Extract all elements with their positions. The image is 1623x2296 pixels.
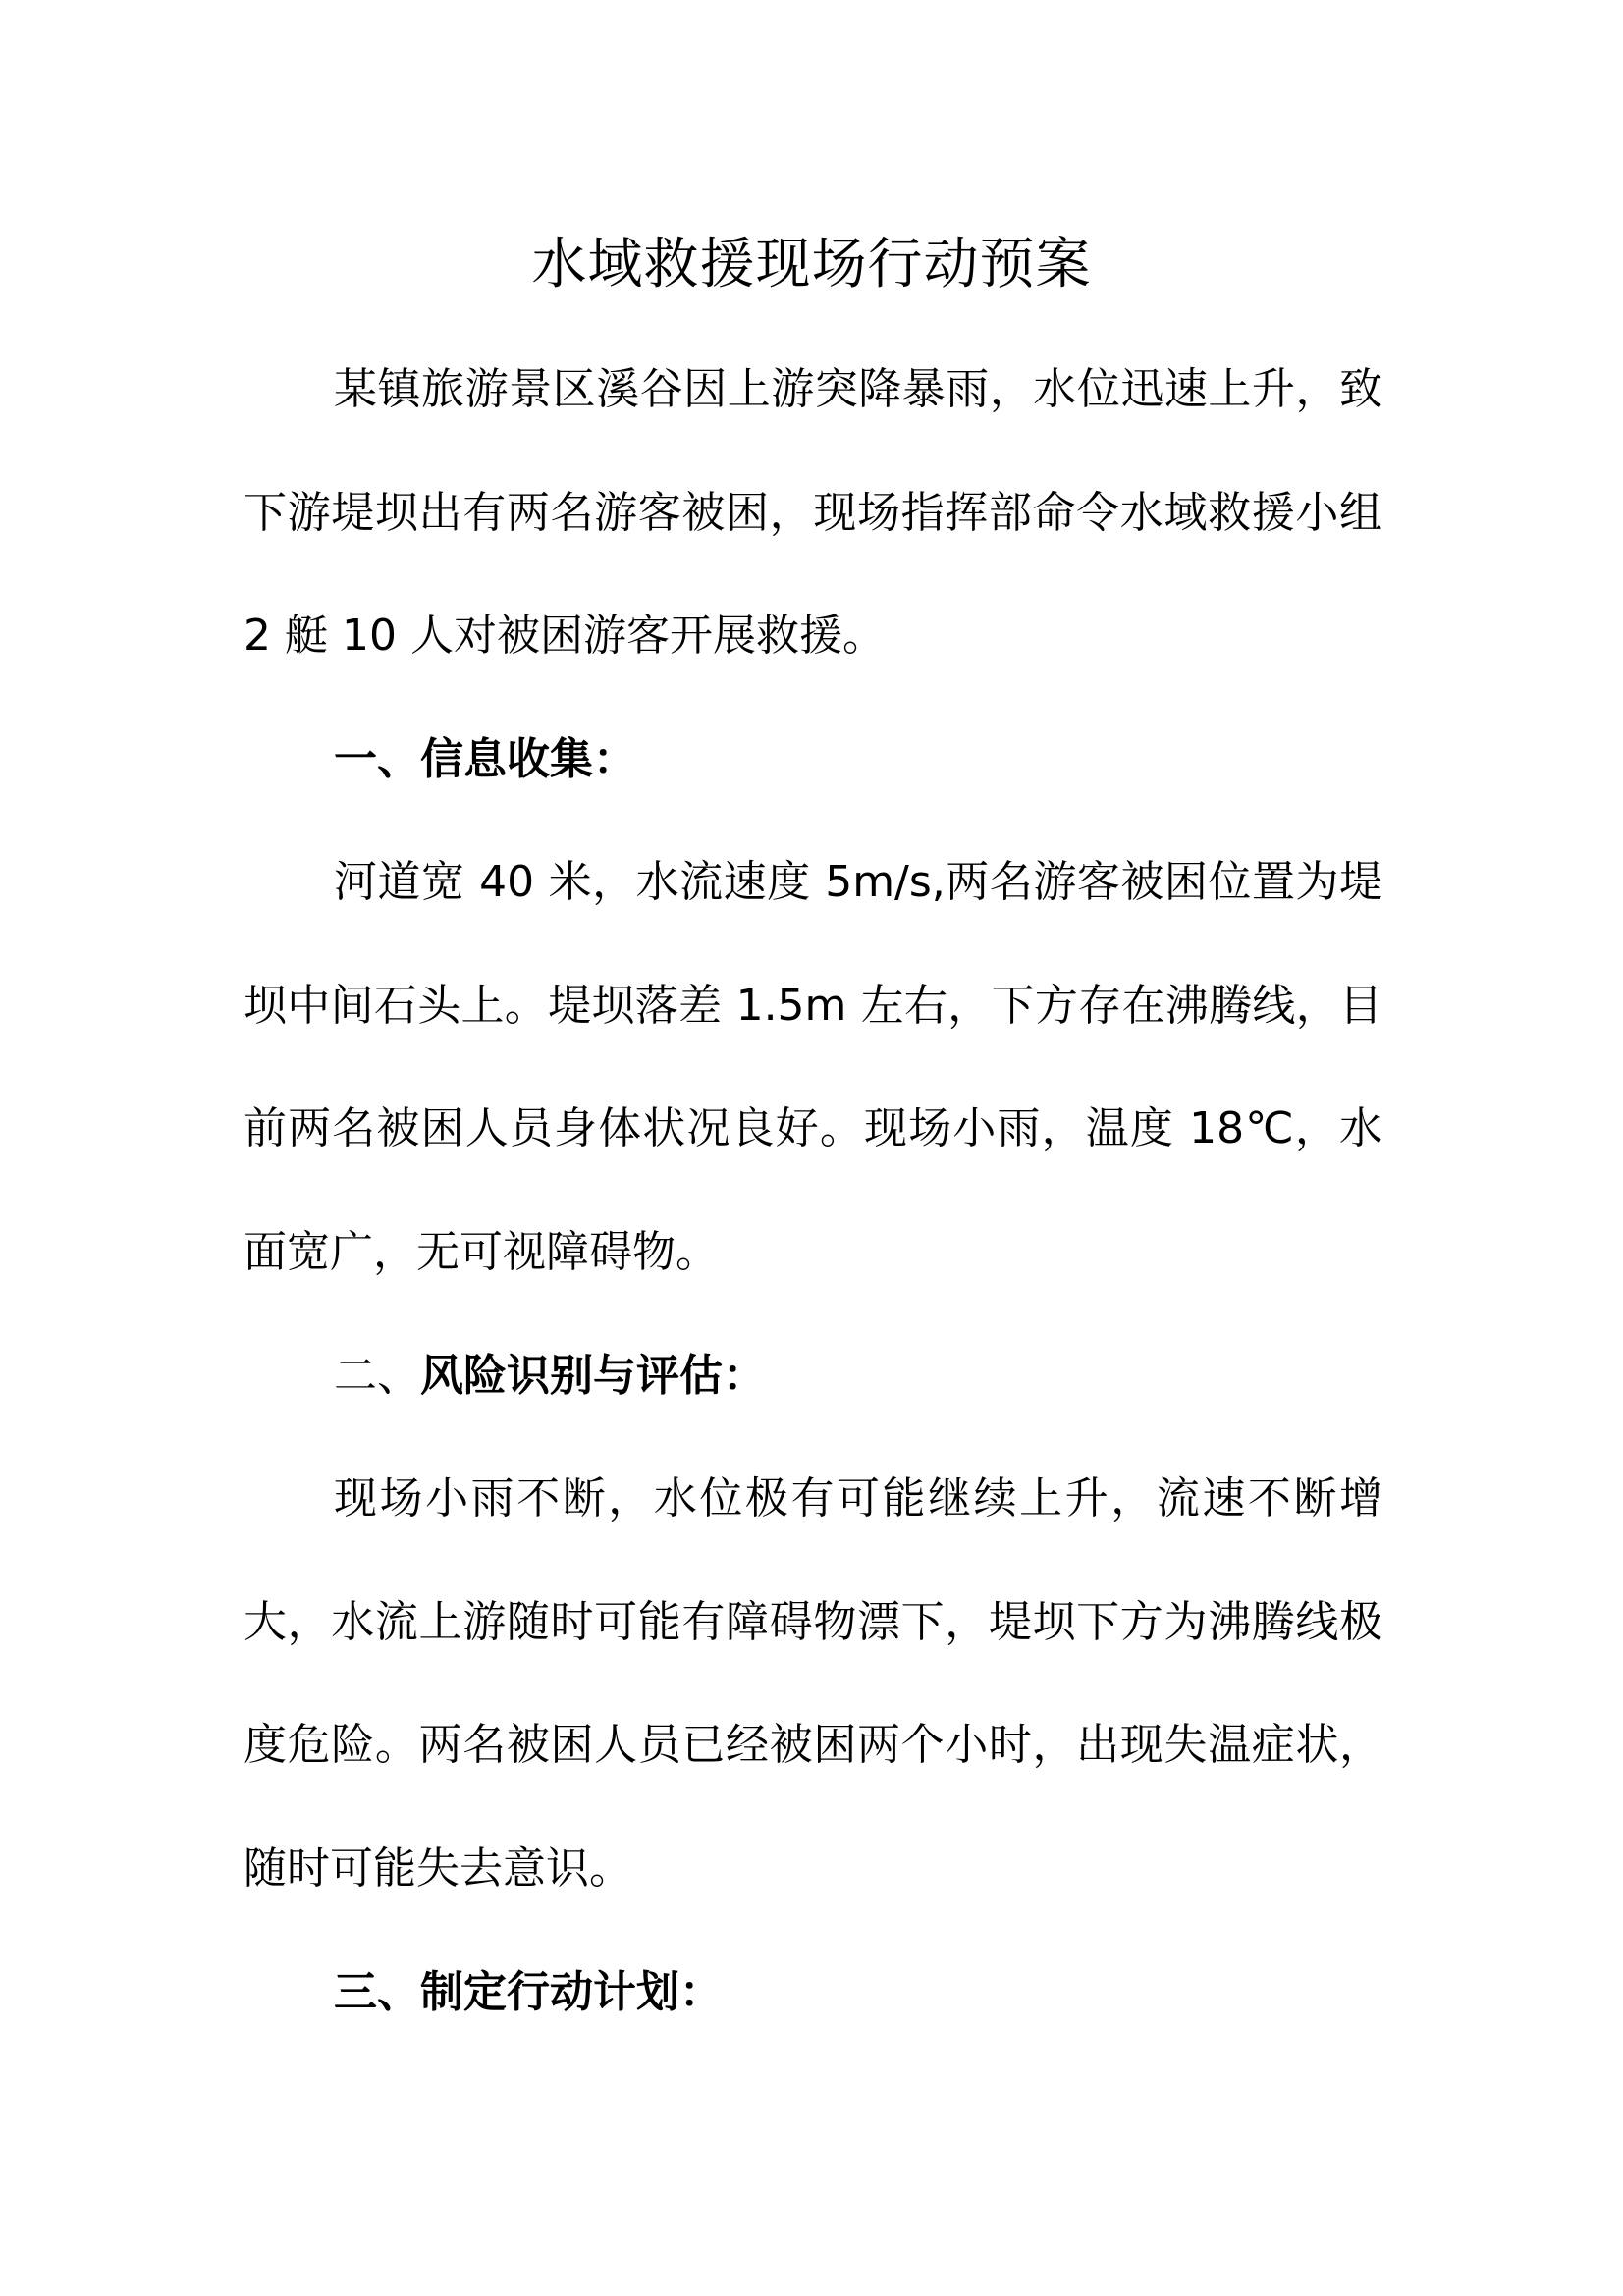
section-body-risk-assessment: 现场小雨不断，水位极有可能继续上升，流速不断增大，水流上游随时可能有障碍物漂下，堤坝下方为沸腾线极度危险。两名被困人员已经被困两个小时，出现失温症状，随时可能失去意识。 [243,1473,1382,1894]
section-heading-risk-assessment [334,1314,766,1438]
section-heading-text: 风险识别与评估： [420,1351,766,1401]
section-heading-info-collection: 一、信息收集： [334,734,636,784]
section-heading-action-plan: 三、制定行动计划： [334,1967,723,2017]
section-body-info-collection: 河道宽 40 米，水流速度 5m/s,两名游客被困位置为堤坝中间石头上。堤坝落差 1.5m 左右，下方存在沸腾线，目前两名被困人员身体状况良好。现场小雨，温度 18℃，水面宽广，无可视障碍物。 [243,857,1382,1277]
section-heading-number: 二、 [334,1351,420,1401]
document-title: 水域救援现场行动预案 [531,233,1092,296]
intro-paragraph: 某镇旅游景区溪谷因上游突降暴雨，水位迅速上升，致下游堤坝出有两名游客被困，现场指挥部命令水域救援小组 2 艇 10 人对被困游客开展救援。 [243,364,1382,661]
